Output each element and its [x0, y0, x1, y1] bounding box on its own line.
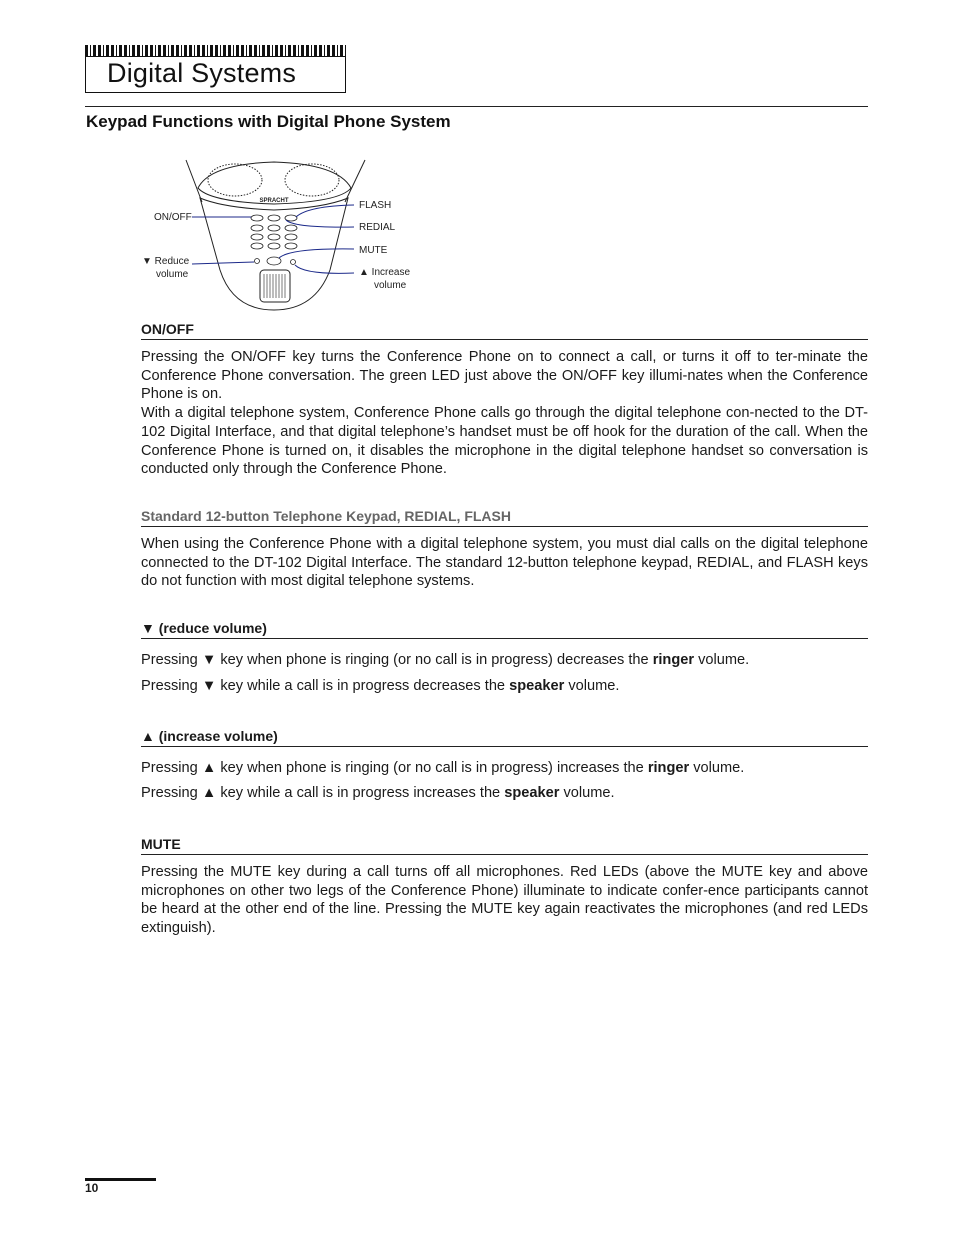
heading-reduce-volume: ▼ (reduce volume) [141, 620, 868, 639]
section-on-off [141, 321, 868, 479]
section-reduce-volume [141, 620, 868, 695]
label-reduce-line1: ▼ Reduce [142, 256, 190, 267]
heading-increase-volume: ▲ (increase volume) [141, 728, 868, 747]
label-redial: REDIAL [359, 222, 396, 233]
header-rule [85, 106, 868, 107]
standard-paragraph: When using the Conference Phone with a digital telephone system, you must dial calls on the digital telephone connected to the DT-102 Digital Interface. The standard 12-button telephone keypad, REDIAL, and FLASH keys do not function with most digital telephone systems. [141, 536, 868, 590]
section-mute [141, 836, 868, 938]
phone-keypad-figure [140, 158, 430, 318]
brand-text: SPRACHT [259, 198, 289, 204]
heading-mute: MUTE [141, 836, 868, 855]
section-standard-keypad [141, 508, 868, 591]
on-off-paragraph-2: With a digital telephone system, Conference Phone calls go through the digital telephone con-nected to the DT-102 Digital Interface, and that digital telephone’s handset must be off hook for the duration of the call. When the Conference Phone is turned on, it disables the microphone in the digital telephone handset so conversation is conducted only through the Conference Phone. [141, 405, 868, 478]
mute-paragraph: Pressing the MUTE key during a call turns off all microphones. Red LEDs (above the MUTE key and above microphones on other two legs of the Conference Phone) illuminate to indicate confer-ence participants cannot be heard at the other end of the line. Pressing the MUTE key again reactivates the microphones (and red LEDs extinguish). [141, 864, 868, 937]
heading-on-off: ON/OFF [141, 321, 868, 340]
section-title: Keypad Functions with Digital Phone System [86, 112, 451, 131]
label-reduce-line2: volume [156, 269, 189, 280]
phone-drawing [140, 158, 430, 318]
label-on-off: ON/OFF [154, 212, 192, 223]
section-increase-volume [141, 728, 868, 802]
increase-line-1: Pressing ▲ key when phone is ringing (or no call is in progress) increases the ringer volume. [141, 760, 745, 776]
header-barcode-decoration [85, 45, 346, 56]
increase-line-2: Pressing ▲ key while a call is in progress increases the speaker volume. [141, 784, 615, 801]
chapter-title: Digital Systems [107, 58, 297, 88]
label-flash: FLASH [359, 200, 392, 211]
chapter-title-box [85, 56, 346, 93]
reduce-line-2: Pressing ▼ key while a call is in progress decreases the speaker volume. [141, 677, 620, 694]
heading-standard-keypad: Standard 12-button Telephone Keypad, REDIAL, FLASH [141, 508, 868, 527]
on-off-paragraph-1: Pressing the ON/OFF key turns the Conference Phone on to connect a call, or turns it off to ter-minate the Conference Phone conversation. The green LED just above the ON/OFF key illumi-nates when the Conference Phone is on. [141, 349, 868, 403]
page-number: 10 [85, 1181, 99, 1195]
label-mute: MUTE [359, 245, 388, 256]
label-increase-line2: volume [374, 280, 407, 291]
label-increase-line1: ▲ Increase [359, 267, 411, 278]
reduce-line-1: Pressing ▼ key when phone is ringing (or no call is in progress) decreases the ringer volume. [141, 652, 750, 668]
